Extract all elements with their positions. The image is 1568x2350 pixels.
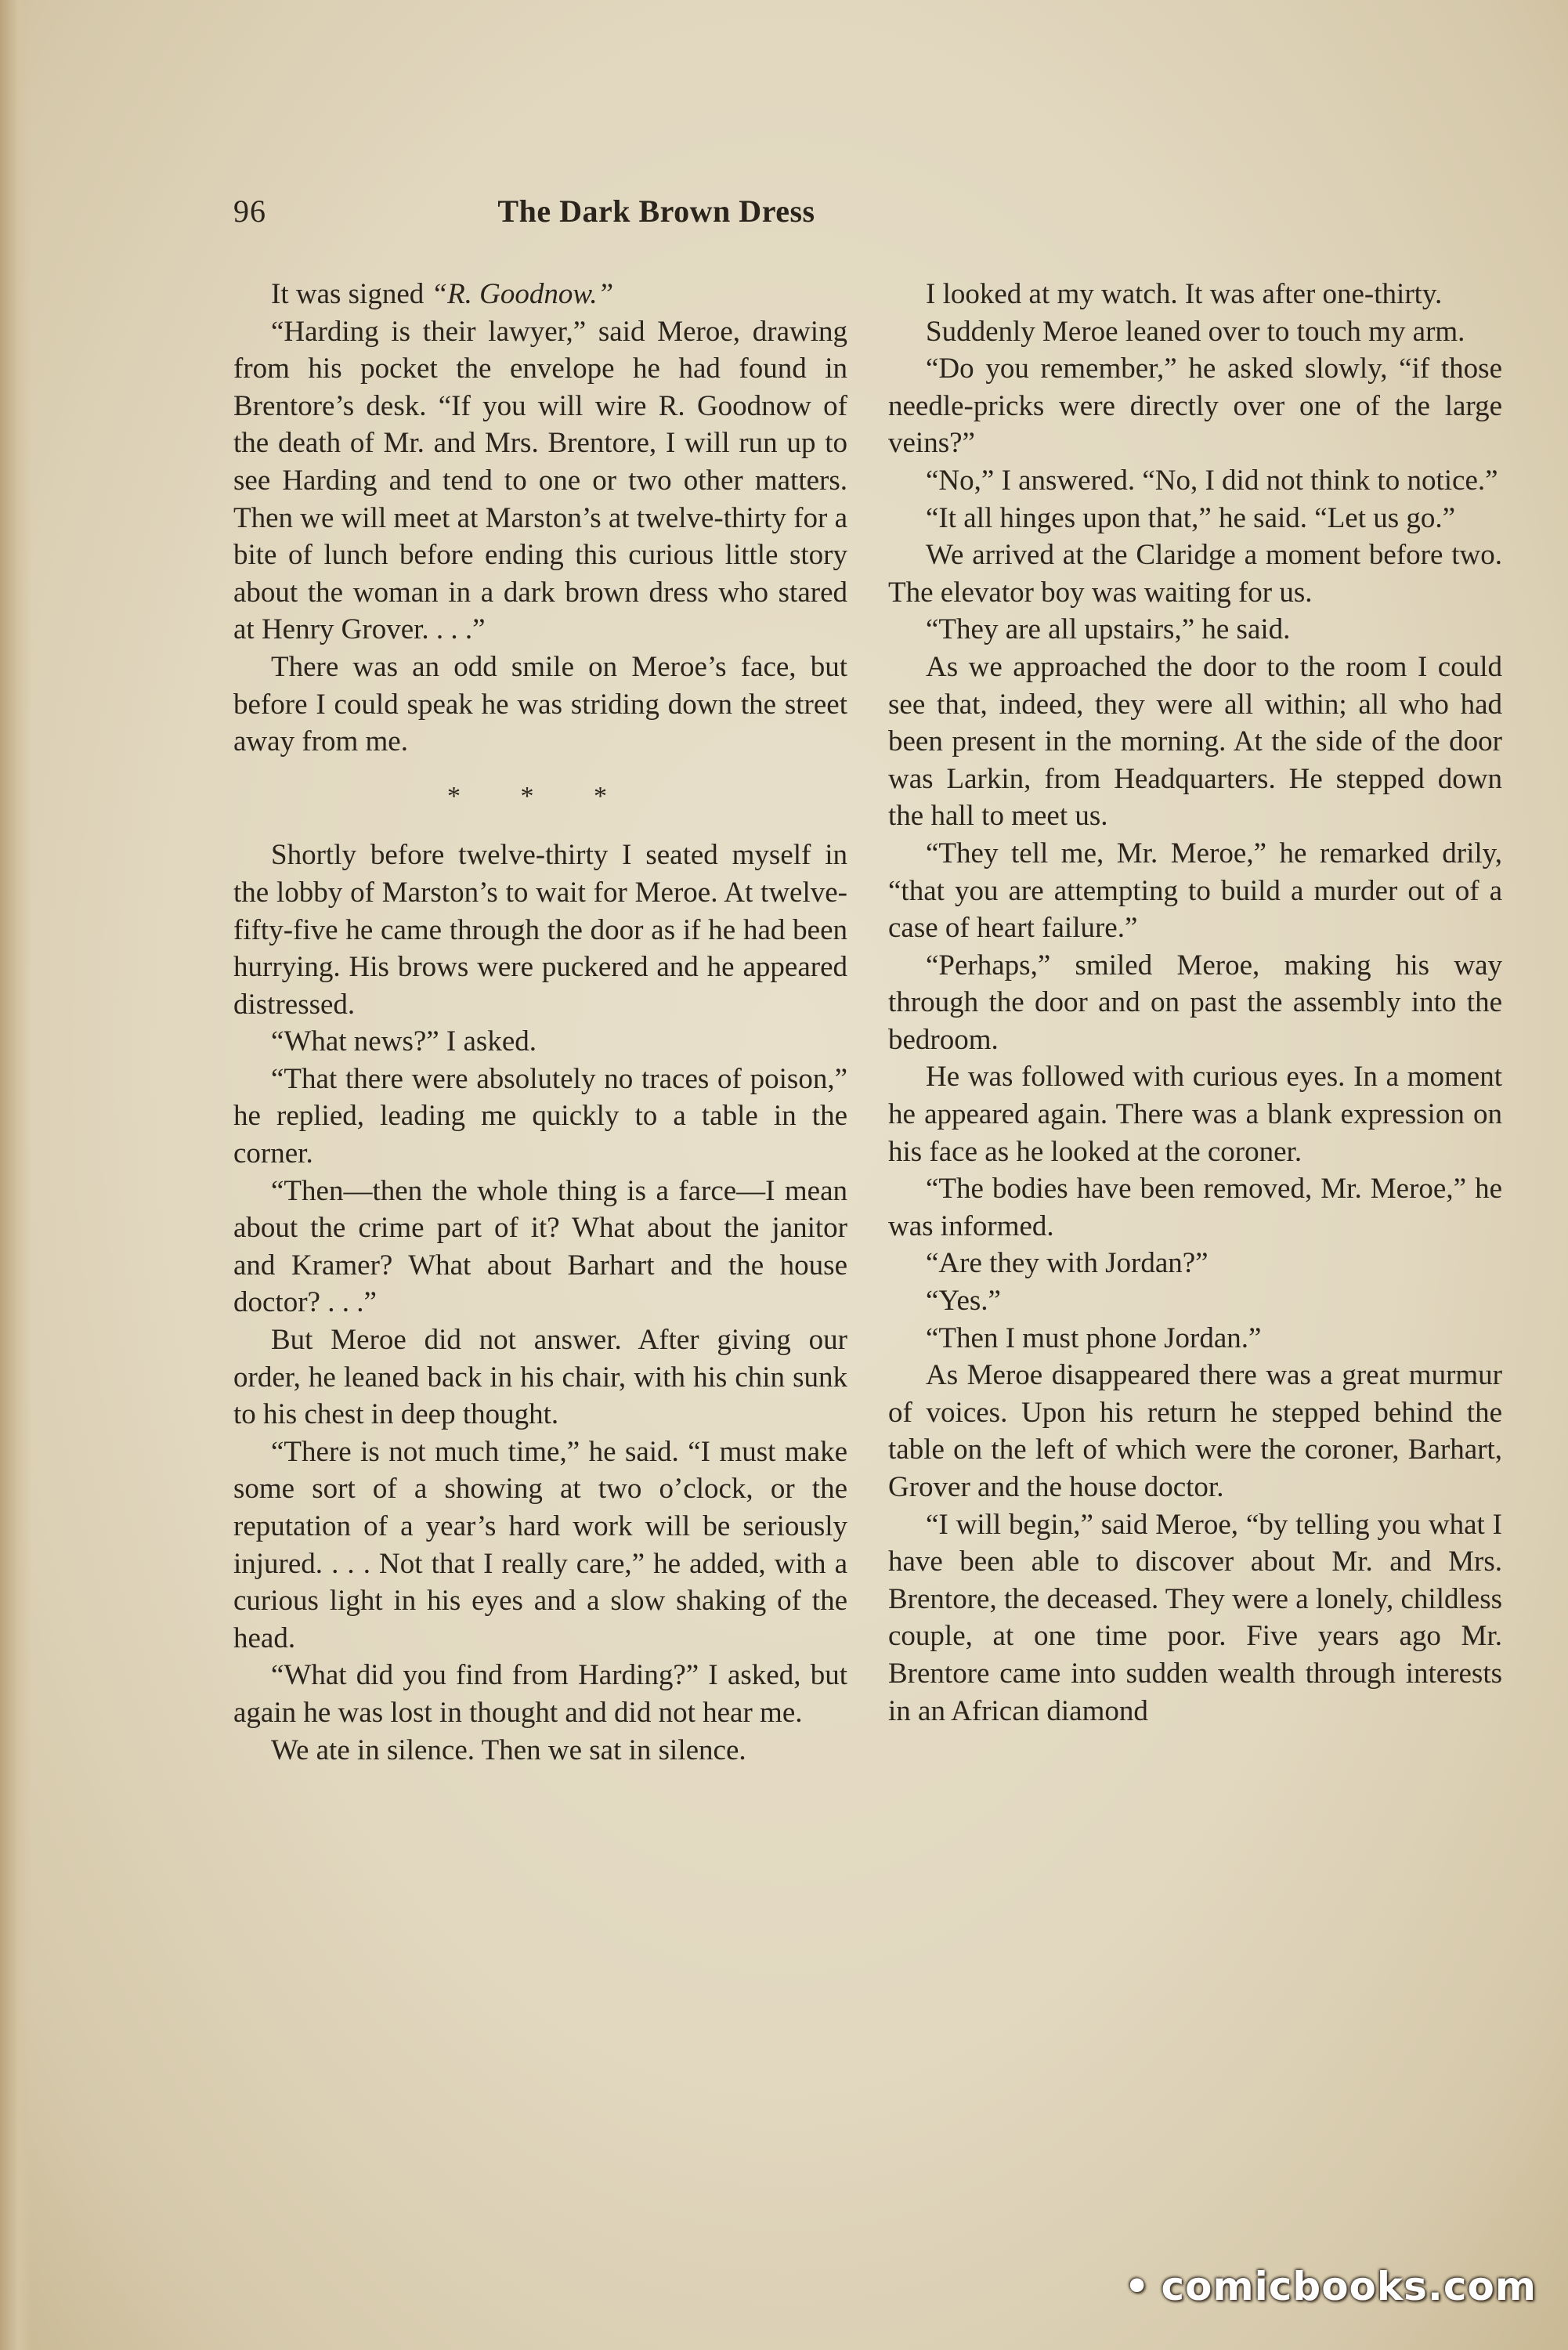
paragraph: There was an odd smile on Meroe’s face, but before I could speak he was striding down the street away from me. [233, 650, 847, 758]
paragraph: As Meroe disappeared there was a great murmur of voices. Upon his return he stepped behind the table on the left of which were the coroner, Barhart, Grover and the house doctor. [888, 1359, 1502, 1503]
paragraph: “That there were absolutely no traces of poison,” he replied, leading me quickly to a table in the corner. [233, 1062, 847, 1170]
watermark-text: comicbooks.com [1161, 2264, 1537, 2309]
paragraph: “I will begin,” said Meroe, “by telling you what I have been able to discover about Mr. and Mrs. Brentore, the deceased. They were a lonely, childless couple, at one time poor. Five years ago Mr. Brentore came into sudden wealth through interests in an African diamond [888, 1508, 1502, 1727]
paragraph: We arrived at the Claridge a moment before two. The elevator boy was waiting for us. [888, 539, 1502, 609]
paragraph: “They are all upstairs,” he said. [926, 613, 1291, 646]
paragraph: “Yes.” [926, 1285, 1001, 1318]
paragraph: As we approached the door to the room I could see that, indeed, they were all within; all who had been present in the morning. At the side of the door was Larkin, from Headquarters. He stepped down the hall to meet us. [888, 650, 1502, 833]
paragraph: He was followed with curious eyes. In a moment he appeared again. There was a blank expression on his face as he looked at the coroner. [888, 1061, 1502, 1168]
paragraph [233, 276, 847, 313]
paragraph: I looked at my watch. It was after one-thirty. [926, 278, 1443, 310]
paragraph: We ate in silence. Then we sat in silence. [271, 1734, 746, 1766]
paragraph: “Harding is their lawyer,” said Meroe, drawing from his pocket the envelope he had found in Brentore’s desk. “If you will wire R. Goodnow of the death of Mr. and Mrs. Brentore, I will run up to see Harding and tend to one or two other matters. Then we will meet at Marston’s at twelve-thirty for a bite of lunch before ending this curious little story about the woman in a dark brown dress who stared at Henry Grover. . . .” [233, 315, 847, 646]
watermark-bullet: • [1124, 2264, 1151, 2309]
paragraph: Shortly before twelve-thirty I seated myself in the lobby of Marston’s to wait for Meroe. At twelve-fifty-five he came through the door as if he had been hurrying. His brows were puckered and he appeared distressed. [233, 839, 847, 1021]
page-number: 96 [233, 193, 266, 229]
section-separator: * * * [447, 781, 634, 811]
paragraph: Suddenly Meroe leaned over to touch my arm. [926, 315, 1465, 348]
paragraph: “The bodies have been removed, Mr. Meroe,” he was informed. [888, 1173, 1502, 1242]
paragraph: “They tell me, Mr. Meroe,” he remarked drily, “that you are attempting to build a murder out of a case of heart failure.” [888, 837, 1502, 945]
running-head [233, 193, 1079, 240]
paragraph: “Perhaps,” smiled Meroe, making his way through the door and on past the assembly into the bedroom. [888, 949, 1502, 1056]
paragraph-lead: It was signed [271, 278, 432, 310]
paragraph: “What did you find from Harding?” I asked, but again he was lost in thought and did not hear me. [233, 1659, 847, 1729]
paragraph: “It all hinges upon that,” he said. “Let us go.” [926, 501, 1456, 534]
paragraph: “Then—then the whole thing is a farce—I mean about the crime part of it? What about the janitor and Kramer? What about Barhart and the house doctor? . . .” [233, 1174, 847, 1319]
story-title: The Dark Brown Dress [497, 193, 815, 229]
paragraph: “Are they with Jordan?” [926, 1247, 1209, 1280]
paragraph: “Then I must phone Jordan.” [926, 1321, 1262, 1354]
paragraph: “No,” I answered. “No, I did not think to notice.” [926, 464, 1498, 497]
left-text-column [233, 276, 847, 1769]
right-text-column [888, 276, 1502, 1730]
watermark-logo [1125, 2264, 1537, 2309]
paragraph: But Meroe did not answer. After giving our order, he leaned back in his chair, with his chin sunk to his chest in deep thought. [233, 1324, 847, 1431]
paragraph: “Do you remember,” he asked slowly, “if those needle-pricks were directly over one of the large veins?” [888, 352, 1502, 460]
page-edge-shadow [0, 0, 31, 2350]
signature-text: “R. Goodnow.” [431, 278, 614, 310]
paragraph: “There is not much time,” he said. “I must make some sort of a showing at two o’clock, or the reputation of a year’s hard work will be seriously injured. . . . Not that I really care,” he added, with a curious light in his eyes and a slow shaking of the head. [233, 1435, 847, 1654]
paragraph: “What news?” I asked. [271, 1025, 537, 1058]
